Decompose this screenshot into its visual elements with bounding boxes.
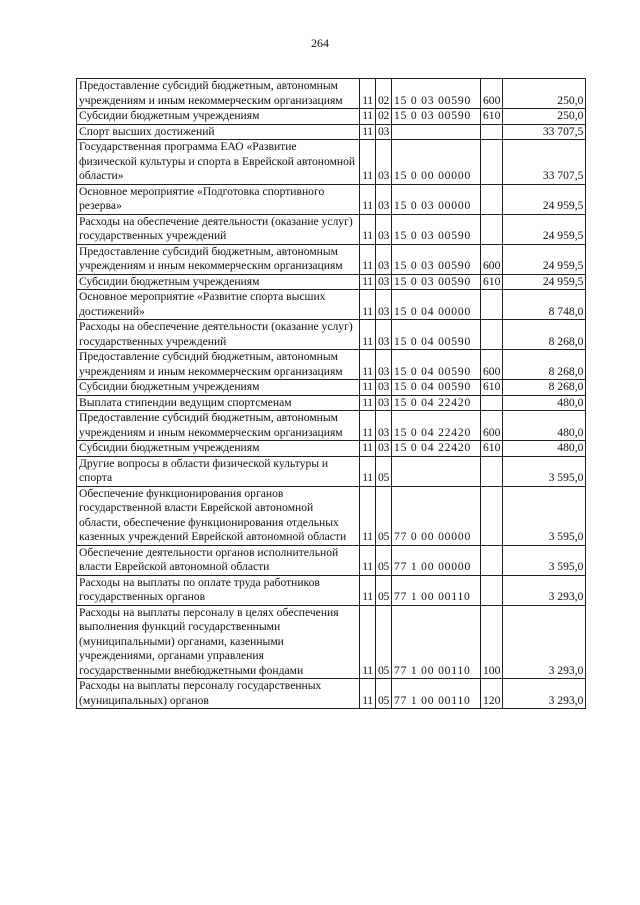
row-expense-type: 600 (481, 244, 503, 274)
row-section: 11 (360, 290, 376, 320)
row-section: 11 (360, 441, 376, 457)
row-section: 11 (360, 679, 376, 709)
row-subsection: 02 (376, 109, 392, 125)
row-subsection: 05 (376, 605, 392, 679)
row-section: 11 (360, 456, 376, 486)
table-row (77, 214, 586, 244)
row-subsection: 03 (376, 184, 392, 214)
table-row (77, 124, 586, 140)
row-name: Предоставление субсидий бюджетным, автономным учреждениям и иным некоммерческим организациям (77, 350, 360, 380)
row-subsection: 05 (376, 486, 392, 545)
page-number: 264 (311, 36, 329, 50)
row-name: Расходы на выплаты персоналу в целях обеспечения выполнения функций государственными (муниципальными) органами, казенными учреждениями, органами управления государственными внебюджетными фондами (77, 605, 360, 679)
row-target-article: 15 0 04 00590 (392, 320, 481, 350)
row-amount: 24 959,5 (503, 214, 586, 244)
row-expense-type (481, 575, 503, 605)
row-amount: 3 293,0 (503, 605, 586, 679)
row-amount: 480,0 (503, 441, 586, 457)
row-subsection: 02 (376, 79, 392, 109)
row-name: Государственная программа ЕАО «Развитие физической культуры и спорта в Еврейской автономной области» (77, 140, 360, 185)
row-section: 11 (360, 79, 376, 109)
row-expense-type: 610 (481, 274, 503, 290)
row-amount: 8 268,0 (503, 320, 586, 350)
row-section: 11 (360, 244, 376, 274)
row-name: Другие вопросы в области физической культуры и спорта (77, 456, 360, 486)
row-expense-type: 120 (481, 679, 503, 709)
row-amount: 480,0 (503, 411, 586, 441)
row-name: Предоставление субсидий бюджетным, автономным учреждениям и иным некоммерческим организациям (77, 411, 360, 441)
row-amount: 3 293,0 (503, 575, 586, 605)
row-expense-type: 100 (481, 605, 503, 679)
row-subsection: 03 (376, 140, 392, 185)
row-expense-type (481, 545, 503, 575)
row-target-article: 15 0 03 00590 (392, 274, 481, 290)
row-target-article: 15 0 00 00000 (392, 140, 481, 185)
row-expense-type (481, 486, 503, 545)
row-target-article: 77 1 00 00000 (392, 545, 481, 575)
table-row (77, 545, 586, 575)
row-subsection: 03 (376, 274, 392, 290)
row-subsection: 03 (376, 441, 392, 457)
row-section: 11 (360, 274, 376, 290)
row-amount: 3 595,0 (503, 456, 586, 486)
row-target-article: 77 1 00 00110 (392, 605, 481, 679)
row-expense-type (481, 140, 503, 185)
row-subsection: 03 (376, 214, 392, 244)
row-section: 11 (360, 350, 376, 380)
row-expense-type: 610 (481, 380, 503, 396)
row-subsection: 05 (376, 545, 392, 575)
table-row (77, 140, 586, 185)
row-amount: 24 959,5 (503, 274, 586, 290)
row-expense-type: 600 (481, 79, 503, 109)
row-name: Расходы на обеспечение деятельности (оказание услуг) государственных учреждений (77, 320, 360, 350)
row-target-article: 15 0 04 22420 (392, 395, 481, 411)
row-name: Предоставление субсидий бюджетным, автономным учреждениям и иным некоммерческим организациям (77, 244, 360, 274)
row-section: 11 (360, 214, 376, 244)
row-section: 11 (360, 320, 376, 350)
row-amount: 33 707,5 (503, 140, 586, 185)
row-amount: 250,0 (503, 79, 586, 109)
row-name: Субсидии бюджетным учреждениям (77, 441, 360, 457)
table-row (77, 244, 586, 274)
row-expense-type: 600 (481, 350, 503, 380)
table-row (77, 184, 586, 214)
table-row (77, 109, 586, 125)
row-amount: 3 595,0 (503, 486, 586, 545)
row-name: Расходы на выплаты по оплате труда работников государственных органов (77, 575, 360, 605)
row-name: Расходы на обеспечение деятельности (оказание услуг) государственных учреждений (77, 214, 360, 244)
row-name: Субсидии бюджетным учреждениям (77, 109, 360, 125)
row-amount: 3 595,0 (503, 545, 586, 575)
table-row (77, 486, 586, 545)
row-subsection: 03 (376, 244, 392, 274)
row-target-article: 15 0 04 22420 (392, 411, 481, 441)
table-row (77, 411, 586, 441)
row-target-article: 15 0 03 00590 (392, 79, 481, 109)
table-row (77, 79, 586, 109)
row-amount: 33 707,5 (503, 124, 586, 140)
row-name: Обеспечение функционирования органов государственной власти Еврейской автономной области, обеспечение функционирования отдельных казенных учреждений Еврейской автономной области (77, 486, 360, 545)
table-row (77, 380, 586, 396)
table-row (77, 605, 586, 679)
row-subsection: 03 (376, 380, 392, 396)
table-row (77, 456, 586, 486)
row-target-article: 15 0 04 00590 (392, 350, 481, 380)
row-amount: 3 293,0 (503, 679, 586, 709)
row-subsection: 03 (376, 350, 392, 380)
row-amount: 8 268,0 (503, 350, 586, 380)
row-subsection: 03 (376, 320, 392, 350)
row-target-article: 77 1 00 00110 (392, 679, 481, 709)
row-subsection: 05 (376, 456, 392, 486)
row-target-article: 15 0 04 00590 (392, 380, 481, 396)
row-name: Предоставление субсидий бюджетным, автономным учреждениям и иным некоммерческим организациям (77, 79, 360, 109)
row-section: 11 (360, 124, 376, 140)
row-section: 11 (360, 486, 376, 545)
table-row (77, 395, 586, 411)
row-target-article: 15 0 04 00000 (392, 290, 481, 320)
table-row (77, 441, 586, 457)
row-target-article: 77 1 00 00110 (392, 575, 481, 605)
row-subsection: 03 (376, 290, 392, 320)
row-name: Расходы на выплаты персоналу государственных (муниципальных) органов (77, 679, 360, 709)
row-target-article (392, 124, 481, 140)
row-amount: 8 268,0 (503, 380, 586, 396)
row-section: 11 (360, 380, 376, 396)
budget-table (76, 78, 586, 709)
row-name: Обеспечение деятельности органов исполнительной власти Еврейской автономной области (77, 545, 360, 575)
row-section: 11 (360, 545, 376, 575)
row-expense-type (481, 290, 503, 320)
row-target-article: 15 0 03 00590 (392, 214, 481, 244)
table-row (77, 320, 586, 350)
row-section: 11 (360, 395, 376, 411)
budget-table-body (77, 79, 586, 709)
row-subsection: 05 (376, 575, 392, 605)
row-name: Основное мероприятие «Развитие спорта высших достижений» (77, 290, 360, 320)
row-target-article: 77 0 00 00000 (392, 486, 481, 545)
row-target-article: 15 0 03 00590 (392, 244, 481, 274)
row-subsection: 05 (376, 679, 392, 709)
table-row (77, 575, 586, 605)
row-section: 11 (360, 411, 376, 441)
row-name: Субсидии бюджетным учреждениям (77, 274, 360, 290)
row-section: 11 (360, 109, 376, 125)
row-section: 11 (360, 184, 376, 214)
row-expense-type (481, 124, 503, 140)
row-expense-type (481, 214, 503, 244)
row-expense-type: 610 (481, 441, 503, 457)
row-expense-type (481, 184, 503, 214)
row-amount: 8 748,0 (503, 290, 586, 320)
table-row (77, 290, 586, 320)
row-expense-type (481, 320, 503, 350)
row-target-article (392, 456, 481, 486)
row-target-article: 15 0 03 00590 (392, 109, 481, 125)
row-amount: 480,0 (503, 395, 586, 411)
row-subsection: 03 (376, 411, 392, 441)
table-row (77, 350, 586, 380)
row-subsection: 03 (376, 124, 392, 140)
row-name: Выплата стипендии ведущим спортсменам (77, 395, 360, 411)
row-expense-type (481, 456, 503, 486)
row-expense-type: 610 (481, 109, 503, 125)
row-section: 11 (360, 605, 376, 679)
row-section: 11 (360, 575, 376, 605)
row-target-article: 15 0 04 22420 (392, 441, 481, 457)
row-section: 11 (360, 140, 376, 185)
row-expense-type: 600 (481, 411, 503, 441)
row-target-article: 15 0 03 00000 (392, 184, 481, 214)
row-expense-type (481, 395, 503, 411)
row-amount: 24 959,5 (503, 244, 586, 274)
row-subsection: 03 (376, 395, 392, 411)
row-amount: 250,0 (503, 109, 586, 125)
row-name: Спорт высших достижений (77, 124, 360, 140)
row-amount: 24 959,5 (503, 184, 586, 214)
table-row (77, 679, 586, 709)
row-name: Субсидии бюджетным учреждениям (77, 380, 360, 396)
table-row (77, 274, 586, 290)
row-name: Основное мероприятие «Подготовка спортивного резерва» (77, 184, 360, 214)
